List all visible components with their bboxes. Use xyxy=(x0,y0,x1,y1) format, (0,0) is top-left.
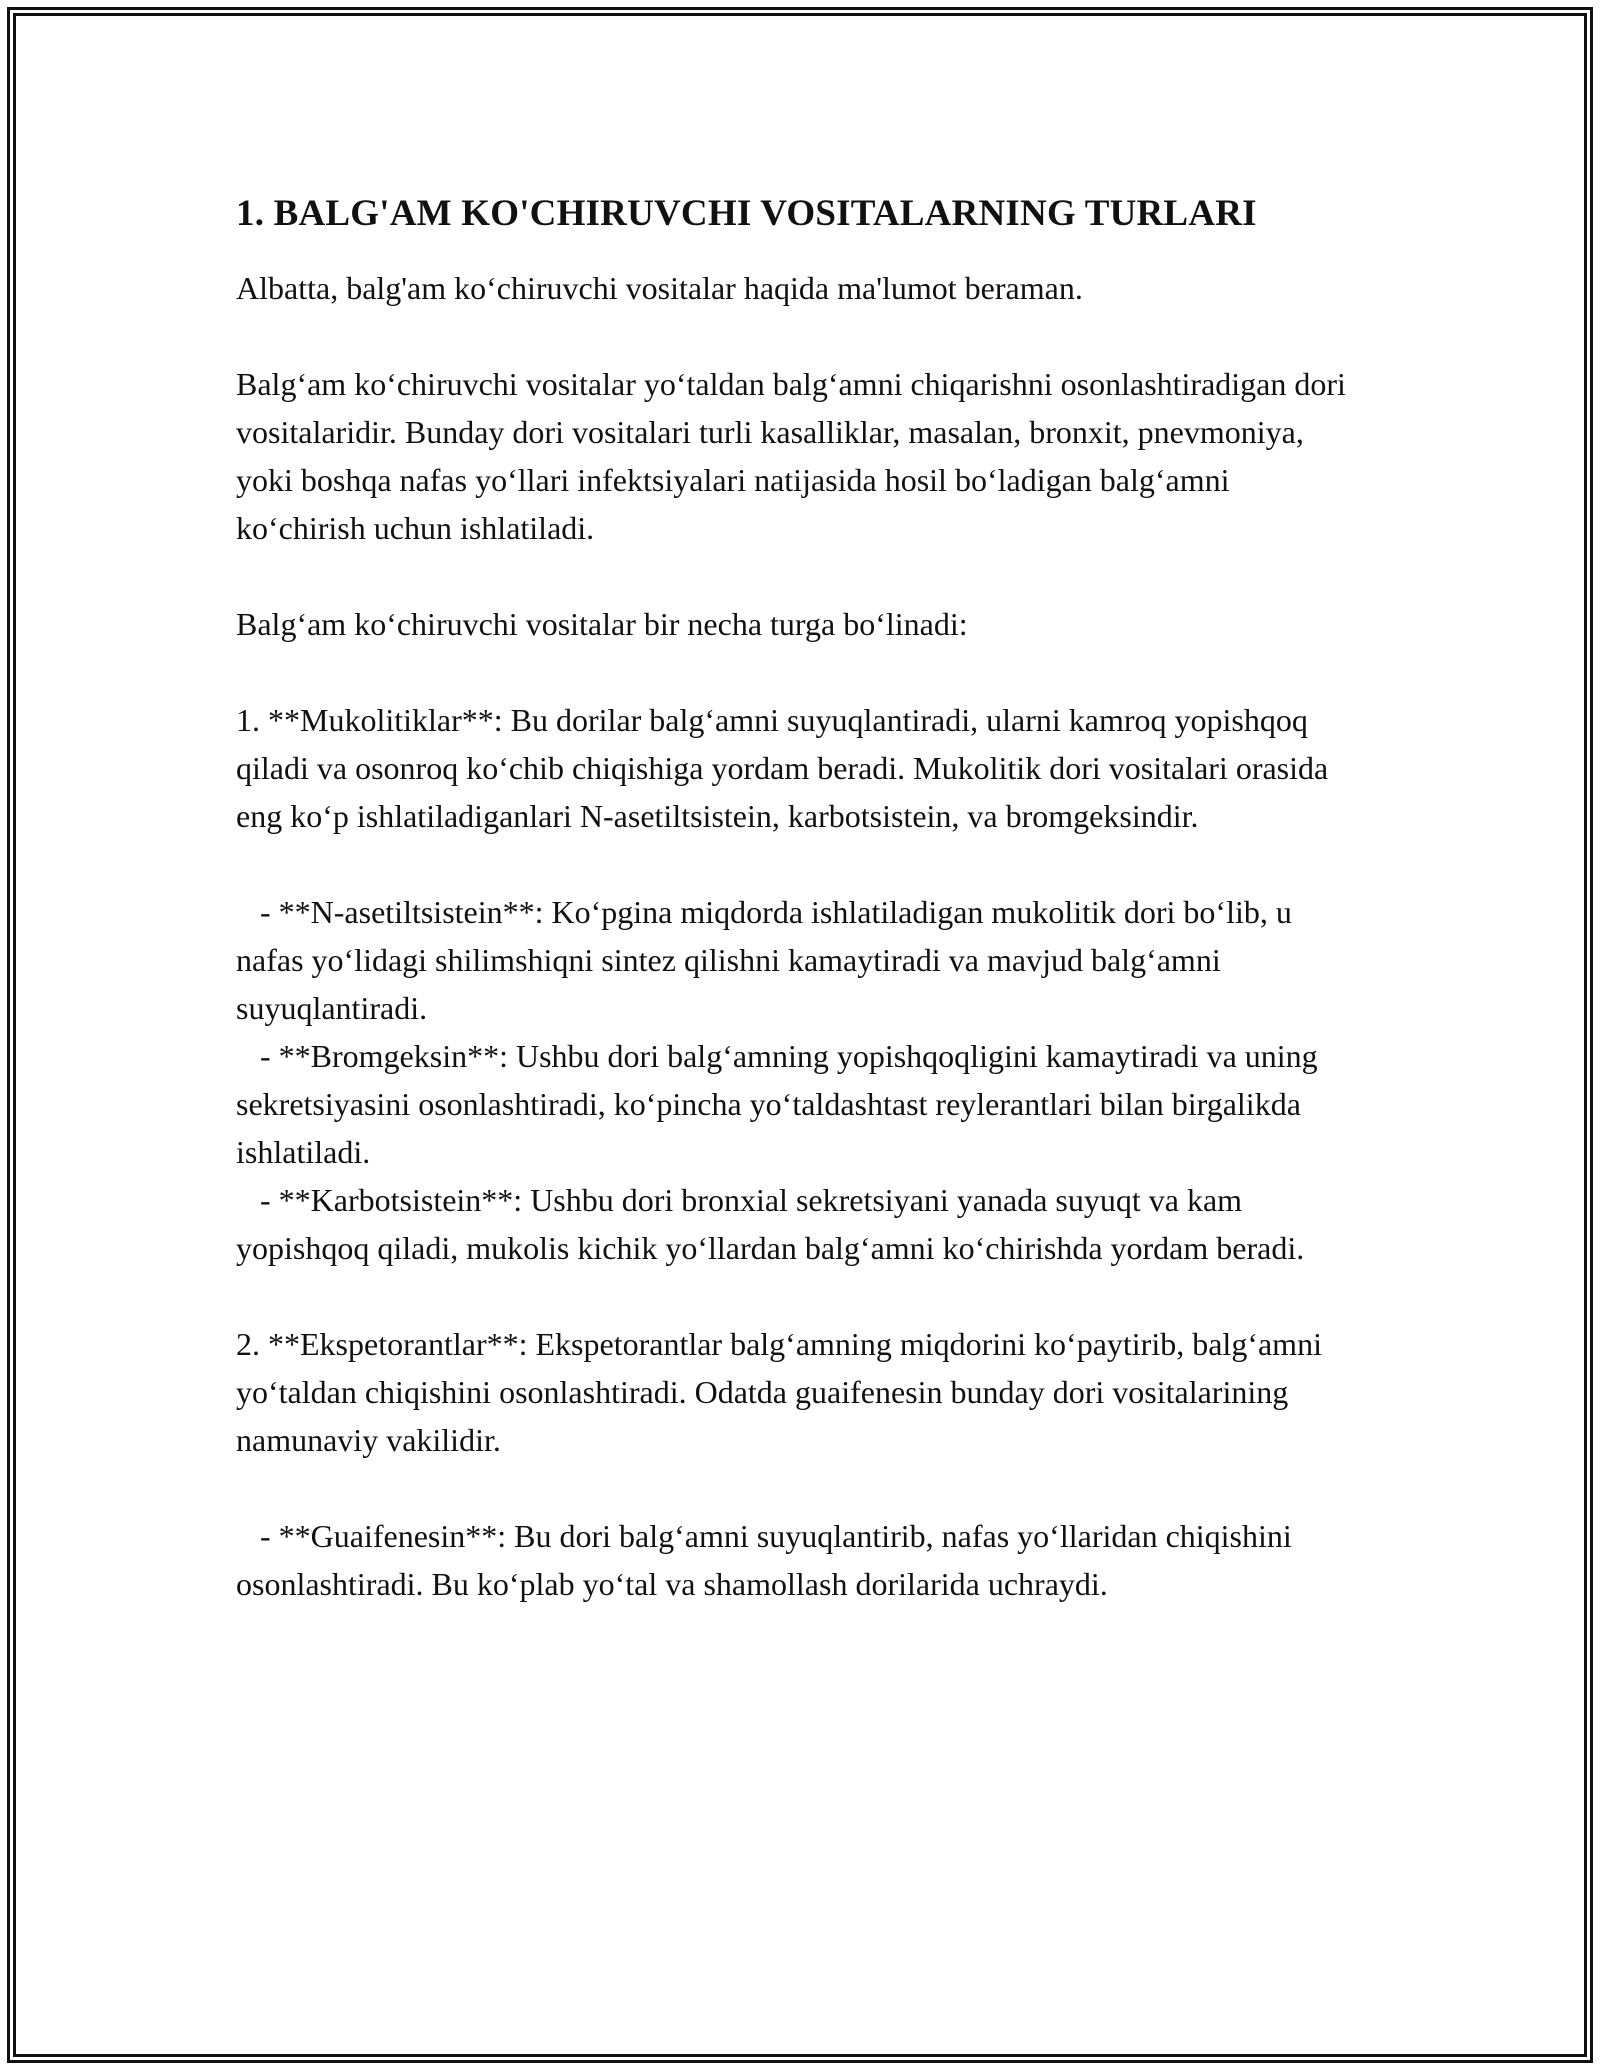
subitem-n-acetylcysteine: - **N-asetiltsistein**: Ko‘pgina miqdorda ishlatiladigan mukolitik dori bo‘lib, u nafas yo‘lidagi shilimshiqni sintez qilishni kamaytiradi va mavjud balg‘amni suyuqlantiradi. xyxy=(236,894,1300,1026)
paragraph-gap xyxy=(236,1272,1366,1320)
type-expectorants-paragraph: 2. **Ekspetorantlar**: Ekspetorantlar balg‘amning miqdorini ko‘paytirib, balg‘amni yo‘taldan chiqishini osonlashtiradi. Odatda guaifenesin bunday dori vositalarining namunaviy vakilidir. xyxy=(236,1326,1330,1458)
subitem-guaifenesin: - **Guaifenesin**: Bu dori balg‘amni suyuqlantirib, nafas yo‘llaridan chiqishini osonlashtiradi. Bu ko‘plab yo‘tal va shamollash dorilarida uchraydi. xyxy=(236,1518,1300,1602)
document-body xyxy=(236,190,1366,1608)
subitem-bromhexine: - **Bromgeksin**: Ushbu dori balg‘amning yopishqoqligini kamaytiradi va uning sekretsiyasini osonlashtiradi, ko‘pincha yo‘taldashtast reylerantlari bilan birgalikda ishlatiladi. xyxy=(236,1038,1326,1170)
page-title: 1. BALG'AM KO'CHIRUVCHI VOSITALARNING TURLARI xyxy=(236,193,1257,234)
types-intro-paragraph: Balg‘am ko‘chiruvchi vositalar bir necha turga bo‘linadi: xyxy=(236,606,968,642)
paragraph-gap xyxy=(236,1464,1366,1512)
paragraph-gap xyxy=(236,840,1366,888)
paragraph-gap xyxy=(236,648,1366,696)
intro-paragraph: Albatta, balg'am ko‘chiruvchi vositalar haqida ma'lumot beraman. xyxy=(236,270,1083,306)
paragraph-gap xyxy=(236,552,1366,600)
type-mucolytics-paragraph: 1. **Mukolitiklar**: Bu dorilar balg‘amni suyuqlantiradi, ularni kamroq yopishqoq qiladi va osonroq ko‘chib chiqishiga yordam beradi. Mukolitik dori vositalari orasida eng ko‘p ishlatiladiganlari N-asetiltsistein, karbotsistein, va bromgeksindir. xyxy=(236,702,1337,834)
subitem-carbocisteine: - **Karbotsistein**: Ushbu dori bronxial sekretsiyani yanada suyuqt va kam yopishqoq qiladi, mukolis kichik yo‘llardan balg‘amni ko‘chirishda yordam beradi. xyxy=(236,1182,1305,1266)
definition-paragraph: Balg‘am ko‘chiruvchi vositalar yo‘taldan balg‘amni chiqarishni osonlashtiradigan dori vositalaridir. Bunday dori vositalari turli kasalliklar, masalan, bronxit, pnevmoniya, yoki boshqa nafas yo‘llari infektsiyalari natijasida hosil bo‘ladigan balg‘amni ko‘chirish uchun ishlatiladi. xyxy=(236,366,1354,546)
paragraph-gap xyxy=(236,312,1366,360)
